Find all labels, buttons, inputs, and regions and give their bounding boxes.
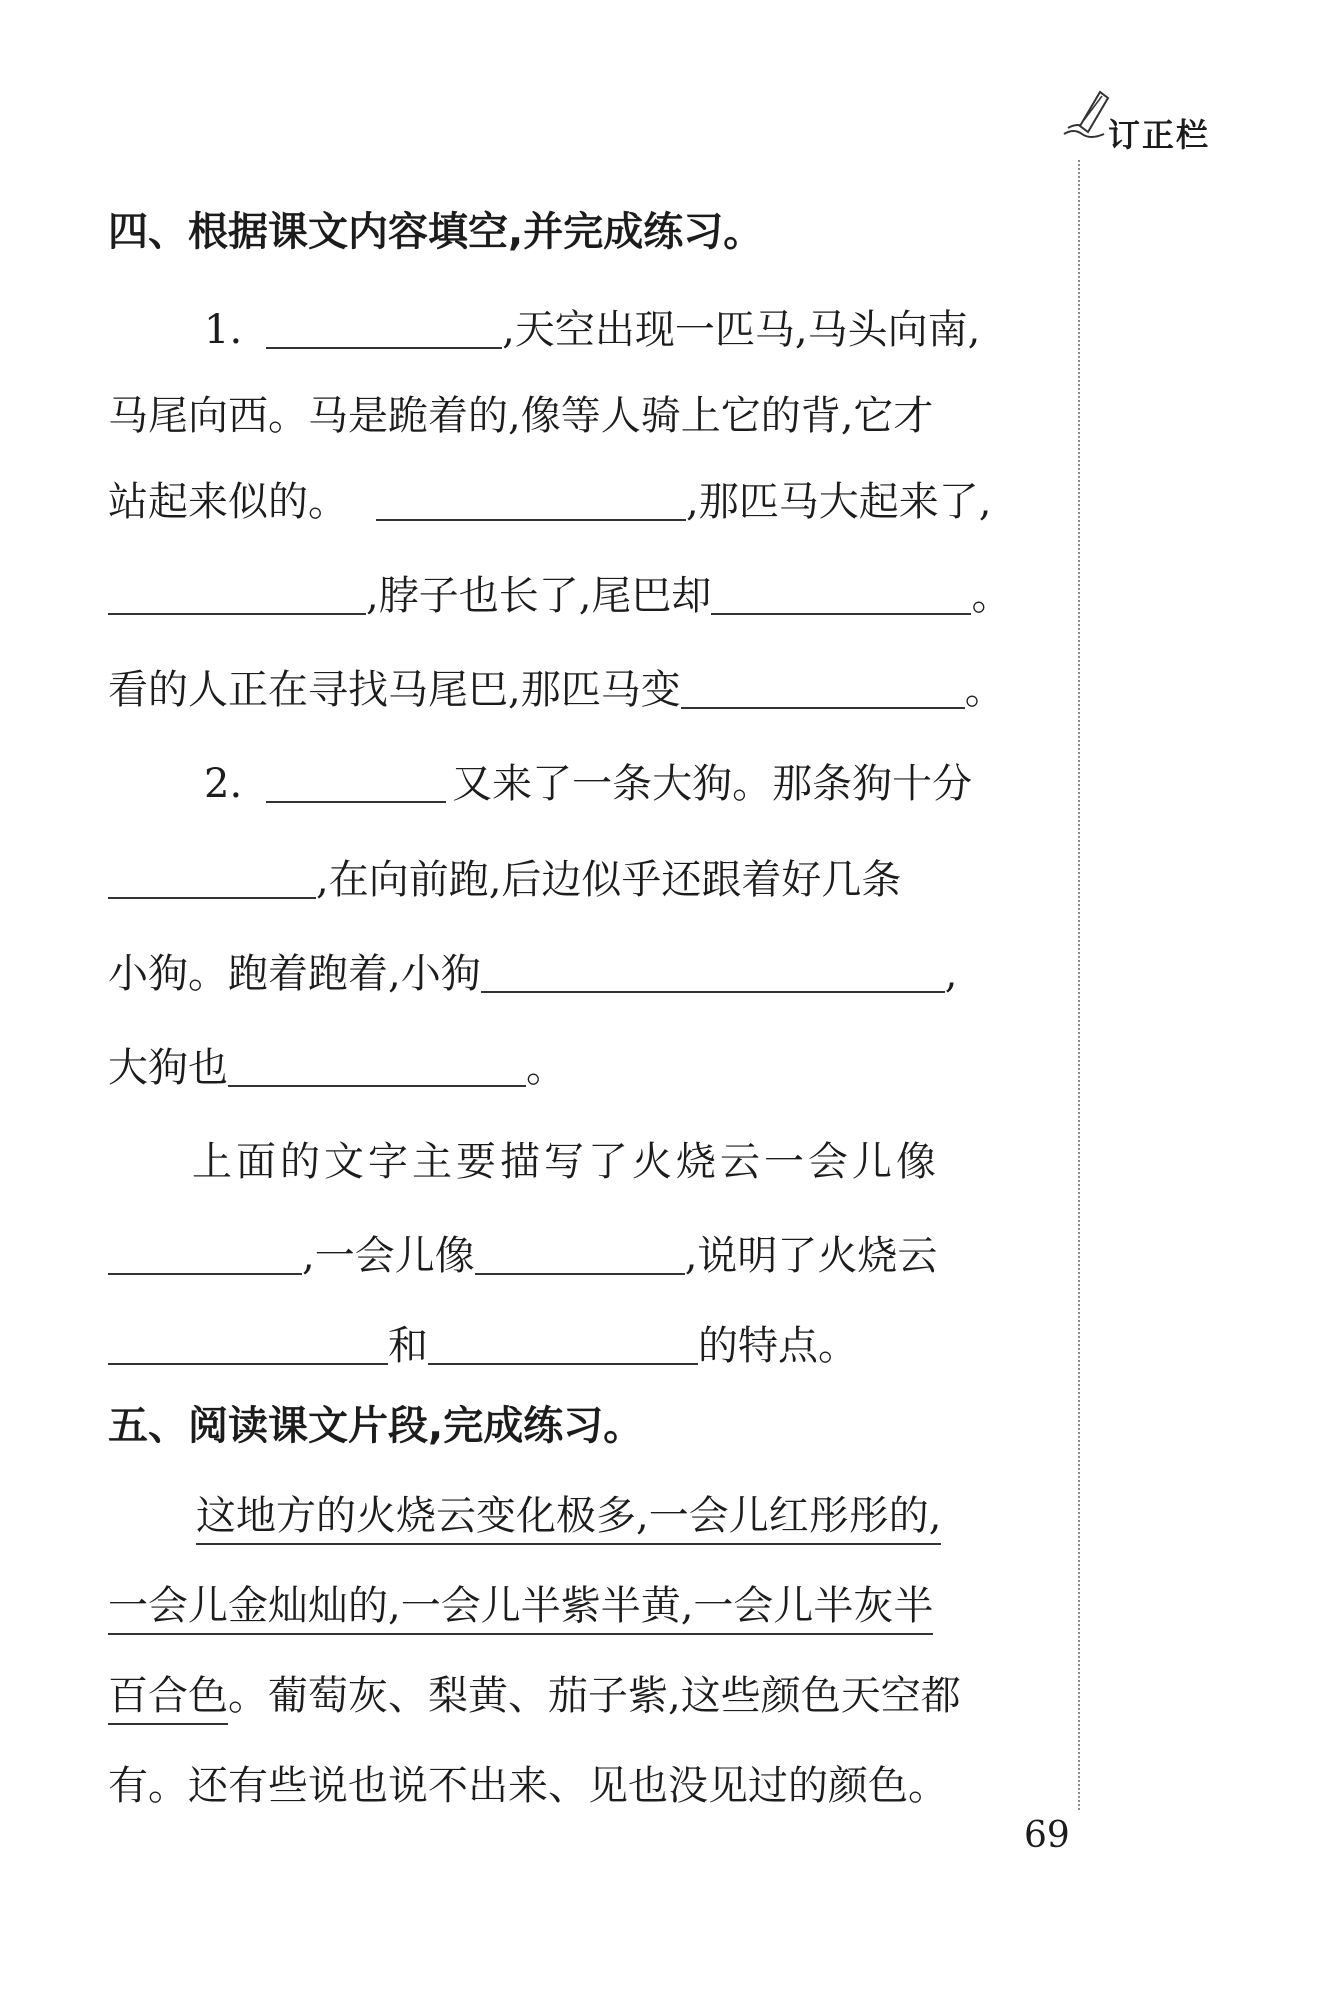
answer-blank[interactable] <box>108 1233 302 1275</box>
passage-line: 一会儿金灿灿的,一会儿半紫半黄,一会儿半灰半 <box>108 1582 1068 1630</box>
passage-line: 有。还有些说也说不出来、见也没见过的颜色。 <box>108 1763 948 1809</box>
answer-blank[interactable] <box>711 573 971 615</box>
text-line: 2. 又来了一条大狗。那条狗十分 <box>204 761 973 807</box>
section-4-heading: 四、根据课文内容填空,并完成练习。 <box>108 209 764 255</box>
answer-blank[interactable] <box>428 1323 698 1365</box>
page-number: 69 <box>1024 1815 1070 1856</box>
correction-column-divider <box>1078 160 1080 1810</box>
answer-blank[interactable] <box>681 667 965 709</box>
text-line: 站起来似的。 ,那匹马大起来了, <box>108 479 992 525</box>
section-5-heading: 五、阅读课文片段,完成练习。 <box>108 1403 644 1449</box>
answer-blank[interactable] <box>266 761 446 803</box>
answer-blank[interactable] <box>108 573 366 615</box>
answer-blank[interactable] <box>376 479 686 521</box>
text-line: 1. ,天空出现一匹马,马头向南, <box>204 307 981 353</box>
text-line: 大狗也 。 <box>108 1045 566 1091</box>
answer-blank[interactable] <box>108 1323 388 1365</box>
passage-line: 这地方的火烧云变化极多,一会儿红彤彤的, <box>108 1492 1068 1540</box>
passage-line: 百合色。葡萄灰、梨黄、茄子紫,这些颜色天空都 <box>108 1672 1068 1720</box>
text-line: ,在向前跑,后边似乎还跟着好几条 <box>108 856 1068 904</box>
pencil-icon <box>1060 88 1110 148</box>
answer-blank[interactable] <box>228 1045 526 1087</box>
answer-blank[interactable] <box>108 857 316 899</box>
answer-blank[interactable] <box>266 307 502 349</box>
text-line: ,脖子也长了,尾巴却 。 <box>108 572 1068 620</box>
answer-blank[interactable] <box>475 1233 685 1275</box>
text-line: 小狗。跑着跑着,小狗 , <box>108 951 958 997</box>
text-line: 马尾向西。马是跪着的,像等人骑上它的背,它才 <box>108 393 934 439</box>
text-line: 看的人正在寻找马尾巴,那匹马变 。 <box>108 667 1005 713</box>
answer-blank[interactable] <box>481 951 945 993</box>
text-line: 和 的特点。 <box>108 1322 1068 1370</box>
correction-column-title: 订正栏 <box>1108 116 1211 154</box>
text-line: 上面的文字主要描写了火烧云一会儿像 <box>192 1139 940 1185</box>
text-line: ,一会儿像 ,说明了火烧云 <box>108 1232 1068 1280</box>
